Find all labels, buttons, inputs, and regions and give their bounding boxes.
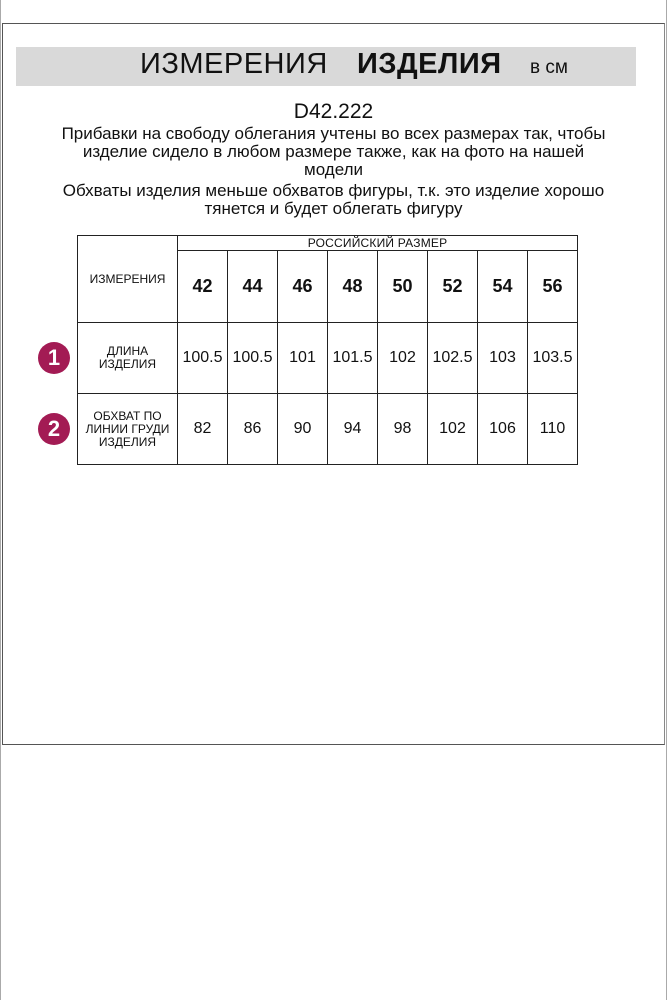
size-header: 42	[178, 251, 228, 323]
header-unit: в см	[530, 57, 568, 78]
header-title-light: ИЗМЕРЕНИЯ	[140, 48, 328, 80]
size-header: 48	[328, 251, 378, 323]
table-cell: 103.5	[528, 323, 578, 394]
size-header: 56	[528, 251, 578, 323]
table-row	[78, 323, 578, 394]
table-cell: 82	[178, 394, 228, 465]
table-cell: 103	[478, 323, 528, 394]
table-cell: 102.5	[428, 323, 478, 394]
size-header: 46	[278, 251, 328, 323]
table-cell: 102	[378, 323, 428, 394]
table-corner-label: ИЗМЕРЕНИЯ	[78, 236, 178, 323]
table-cell: 100.5	[228, 323, 278, 394]
header-title-bold: ИЗДЕЛИЯ	[357, 48, 502, 80]
row-label-length: ДЛИНА ИЗДЕЛИЯ	[78, 323, 178, 394]
size-header: 54	[478, 251, 528, 323]
table-cell: 94	[328, 394, 378, 465]
size-header: 44	[228, 251, 278, 323]
table-cell: 98	[378, 394, 428, 465]
table-cell: 102	[428, 394, 478, 465]
table-row	[78, 394, 578, 465]
table-cell: 106	[478, 394, 528, 465]
size-table	[77, 235, 578, 465]
table-cell: 86	[228, 394, 278, 465]
note-fit: Прибавки на свободу облегания учтены во всех размерах так, чтобы изделие сидело в любом размере также, как на фото на нашей модели	[61, 124, 606, 179]
article-number: D42.222	[293, 100, 374, 123]
row-label-chest: ОБХВАТ ПО ЛИНИИ ГРУДИ ИЗДЕЛИЯ	[78, 394, 178, 465]
size-header: 52	[428, 251, 478, 323]
marker-2-badge: 2	[38, 413, 70, 445]
table-cell: 110	[528, 394, 578, 465]
size-system-label: РОССИЙСКИЙ РАЗМЕР	[178, 236, 578, 251]
marker-1-badge: 1	[38, 342, 70, 374]
table-cell: 100.5	[178, 323, 228, 394]
note-stretch: Обхваты изделия меньше обхватов фигуры, т.к. это изделие хорошо тянется и будет облегать фигуру	[62, 181, 605, 218]
table-cell: 90	[278, 394, 328, 465]
table-cell: 101.5	[328, 323, 378, 394]
table-cell: 101	[278, 323, 328, 394]
size-header: 50	[378, 251, 428, 323]
